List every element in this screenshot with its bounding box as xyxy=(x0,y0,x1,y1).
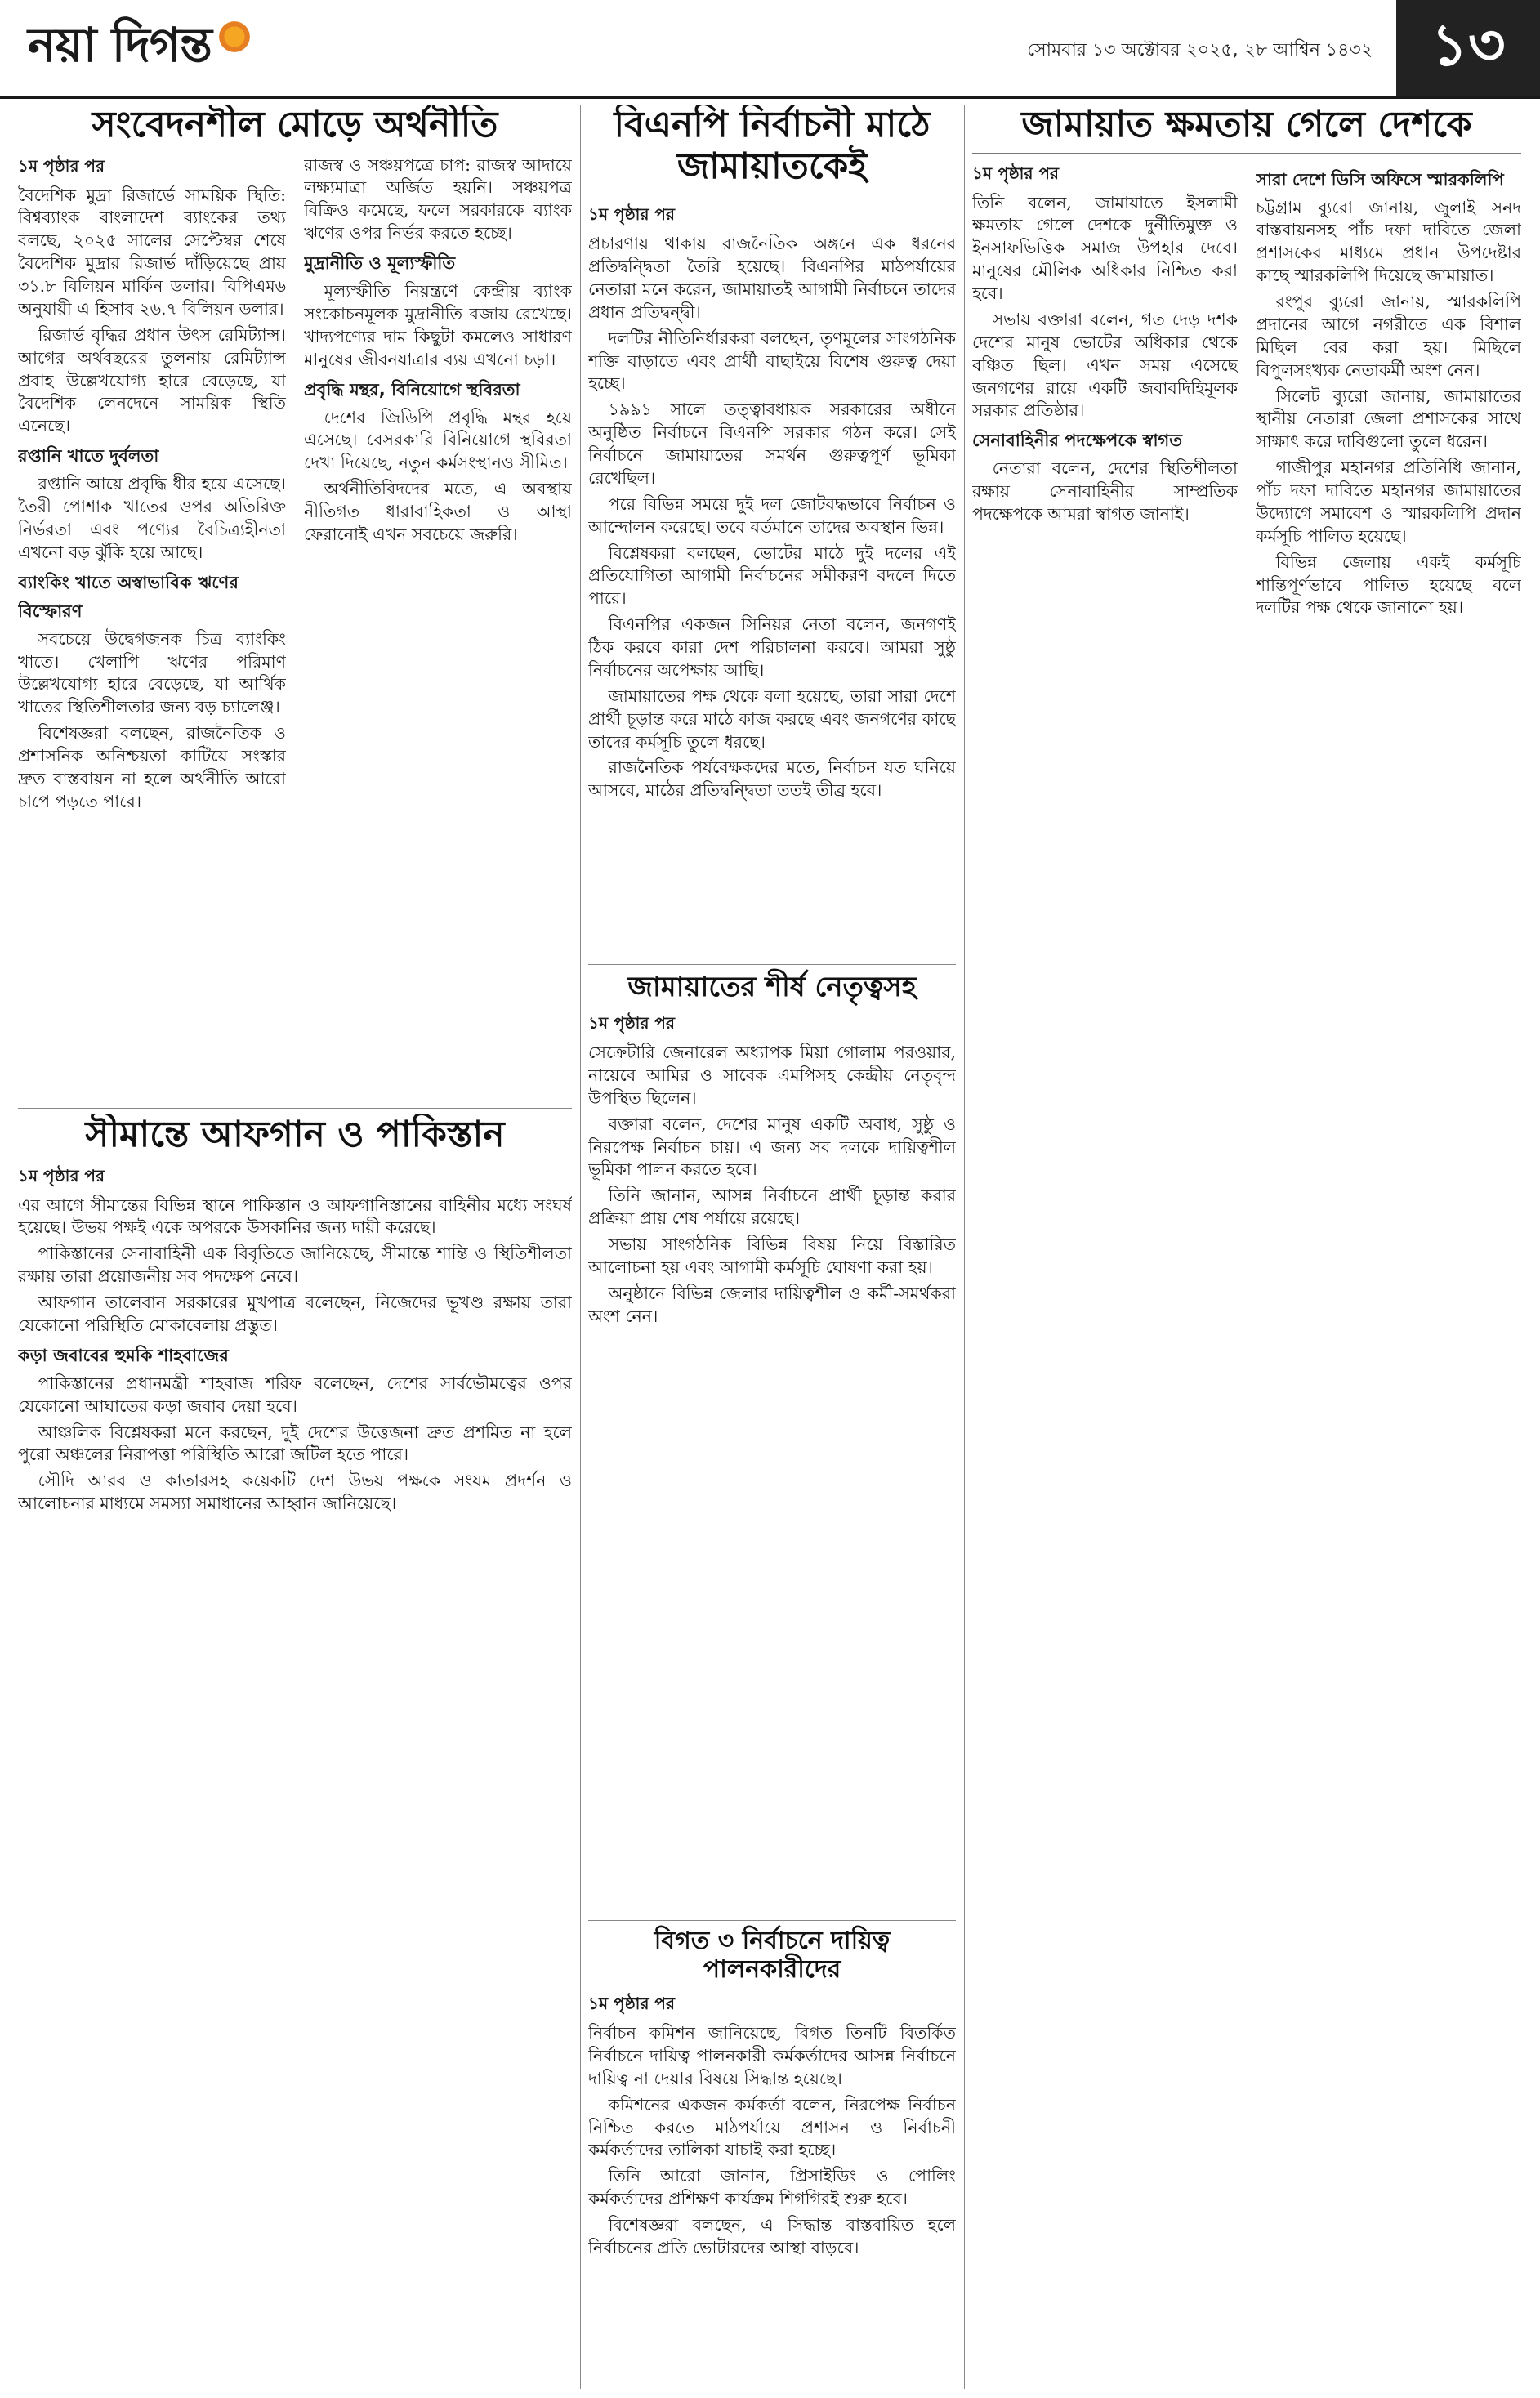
leaders-column xyxy=(588,1011,956,1894)
newspaper-logo xyxy=(28,11,252,85)
subheading: ব্যাংকিং খাতে অস্বাভাবিক ঋণের বিস্ফোরণ xyxy=(18,572,239,621)
jump-label: ১ম পৃষ্ঠার পর xyxy=(588,204,675,225)
economy-column-2 xyxy=(304,154,572,1094)
paragraph: সভায় বক্তারা বলেন, গত দেড় দশক দেশের মানুষ ভোটের অধিকার থেকে বঞ্চিত ছিল। এখন সময় এসেছে জনগণের রায়ে একটি জবাবদিহিমূলক সরকার প্রতিষ্ঠার। xyxy=(972,309,1238,421)
economy-column-1 xyxy=(18,154,286,1094)
paragraph: তিনি বলেন, জামায়াতে ইসলামী ক্ষমতায় গেলে দেশকে দুর্নীতিমুক্ত ও ইনসাফভিত্তিক সমাজ উপহার দেবে। মানুষের মৌলিক অধিকার নিশ্চিত করা হবে। xyxy=(972,192,1238,304)
paragraph: পরে বিভিন্ন সময়ে দুই দল জোটবদ্ধভাবে নির্বাচন ও আন্দোলন করেছে। তবে বর্তমানে তাদের অবস্থান ভিন্ন। xyxy=(588,493,956,537)
paragraph: বিশেষজ্ঞরা বলছেন, রাজনৈতিক ও প্রশাসনিক অনিশ্চয়তা কাটিয়ে সংস্কার দ্রুত বাস্তবায়ন না হলে অর্থনীতি আরো চাপে পড়তে পারে। xyxy=(18,723,286,811)
paragraph: সেক্রেটারি জেনারেল অধ্যাপক মিয়া গোলাম পরওয়ার, নায়েবে আমির ও সাবেক এমপিসহ কেন্দ্রীয় নেতৃবৃন্দ উপস্থিত ছিলেন। xyxy=(588,1043,956,1108)
subheading: প্রবৃদ্ধি মন্থর, বিনিয়োগে স্থবিরতা xyxy=(304,379,520,400)
paragraph: ১৯৯১ সালে তত্ত্বাবধায়ক সরকারের অধীনে অনুষ্ঠিত নির্বাচনে বিএনপি সরকার গঠন করে। সেই নির্বাচনে জামায়াতের সমর্থন গুরুত্বপূর্ণ ভূমিকা রেখেছিল। xyxy=(588,400,956,488)
subheading: রপ্তানি খাতে দুর্বলতা xyxy=(18,446,159,467)
headline-leaders: জামায়াতের শীর্ষ নেতৃত্বসহ xyxy=(627,971,917,1003)
page-number: ১৩ xyxy=(1396,0,1540,96)
paragraph: অর্থনীতিবিদদের মতে, এ অবস্থায় নীতিগত ধারাবাহিকতা ও আস্থা ফেরানোই এখন সবচেয়ে জরুরি। xyxy=(304,479,572,544)
headline-election-duty: বিগত ৩ নির্বাচনে দায়িত্ব পালনকারীদের xyxy=(654,1927,891,1984)
subheading: সারা দেশে ডিসি অফিসে স্মারকলিপি xyxy=(1256,169,1504,190)
paragraph: নেতারা বলেন, দেশের স্থিতিশীলতা রক্ষায় সেনাবাহিনীর সাম্প্রতিক পদক্ষেপকে আমরা স্বাগত জানাই। xyxy=(972,458,1238,525)
paragraph: রাজস্ব ও সঞ্চয়পত্রে চাপ: রাজস্ব আদায়ে লক্ষ্যমাত্রা অর্জিত হয়নি। সঞ্চয়পত্র বিক্রিও কমেছে, ফলে সরকারকে ব্যাংক ঋণের ওপর নির্ভর করতে হচ্ছে। xyxy=(304,154,572,243)
paragraph: বিভিন্ন জেলায় একই কর্মসূচি শান্তিপূর্ণভাবে পালিত হয়েছে বলে দলটির পক্ষ থেকে জানানো হয়। xyxy=(1256,551,1521,618)
paragraph: সৌদি আরব ও কাতারসহ কয়েকটি দেশ উভয় পক্ষকে সংযম প্রদর্শন ও আলোচনার মাধ্যমে সমস্যা সমাধানের আহ্বান জানিয়েছে। xyxy=(18,1471,572,1514)
logo-text: নয়া দিগন্ত xyxy=(28,16,212,73)
paragraph: বিশ্লেষকরা বলছেন, ভোটের মাঠে দুই দলের এই প্রতিযোগিতা আগামী নির্বাচনের সমীকরণ বদলে দিতে পারে। xyxy=(588,543,956,609)
paragraph: মূল্যস্ফীতি নিয়ন্ত্রণে কেন্দ্রীয় ব্যাংক সংকোচনমূলক মুদ্রানীতি বজায় রেখেছে। খাদ্যপণ্যের দাম কিছুটা কমলেও সাধারণ মানুষের জীবনযাত্রার ব্যয় এখনো চড়া। xyxy=(304,281,572,369)
paragraph: রিজার্ভ বৃদ্ধির প্রধান উৎস রেমিট্যান্স। আগের অর্থবছরের তুলনায় রেমিট্যান্স প্রবাহ উল্লেখযোগ্য হারে বেড়েছে, যা বৈদেশিক লেনদেনে সাময়িক স্থিতি এনেছে। xyxy=(18,324,286,436)
paragraph: রপ্তানি আয়ে প্রবৃদ্ধি ধীর হয়ে এসেছে। তৈরী পোশাক খাতের ওপর অতিরিক্ত নির্ভরতা এবং পণ্যের বৈচিত্র্যহীনতা এখনো বড় ঝুঁকি হয়ে আছে। xyxy=(18,474,286,562)
jump-label: ১ম পৃষ্ঠার পর xyxy=(18,155,105,176)
paragraph: জামায়াতের পক্ষ থেকে বলা হয়েছে, তারা সারা দেশে প্রার্থী চূড়ান্ত করে মাঠে কাজ করছে এবং জনগণের কাছে তাদের কর্মসূচি তুলে ধরছে। xyxy=(588,685,956,752)
border-column xyxy=(18,1164,572,2382)
headline-economy: সংবেদনশীল মোড়ে অর্থনীতি xyxy=(92,105,498,145)
article-election-duty xyxy=(588,1920,956,2393)
paragraph: বক্তারা বলেন, দেশের মানুষ একটি অবাধ, সুষ্ঠু ও নিরপেক্ষ নির্বাচন চায়। এ জন্য সব দলকে দায়িত্বশীল ভূমিকা পালন করতে হবে। xyxy=(588,1114,956,1180)
sun-icon xyxy=(216,19,252,55)
paragraph: দেশের জিডিপি প্রবৃদ্ধি মন্থর হয়ে এসেছে। বেসরকারি বিনিয়োগে স্থবিরতা দেখা দিয়েছে, নতুন কর্মসংস্থানও সীমিত। xyxy=(304,407,572,473)
jump-label: ১ম পৃষ্ঠার পর xyxy=(588,1013,675,1034)
paragraph: তিনি আরো জানান, প্রিসাইডিং ও পোলিং কর্মকর্তাদের প্রশিক্ষণ কার্যক্রম শিগগিরই শুরু হবে। xyxy=(588,2166,956,2209)
paragraph: বৈদেশিক মুদ্রা রিজার্ভে সাময়িক স্থিতি: বিশ্বব্যাংক বাংলাদেশ ব্যাংকের তথ্য বলছে, ২০২৫ সালের সেপ্টেম্বর শেষে বৈদেশিক মুদ্রার রিজার্ভ দাঁড়িয়েছে প্রায় ৩১.৮ বিলিয়ন মার্কিন ডলার। বিপিএম৬ অনুযায়ী এ হিসাব ২৬.৭ বিলিয়ন ডলার। xyxy=(18,185,286,319)
jamaat-column-2 xyxy=(1256,162,1521,2368)
headline-bnp: বিএনপি নির্বাচনী মাঠে জামায়াতকেই xyxy=(588,105,956,194)
paragraph: রাজনৈতিক পর্যবেক্ষকদের মতে, নির্বাচন যত ঘনিয়ে আসবে, মাঠের প্রতিদ্বন্দ্বিতা ততই তীব্র হবে। xyxy=(588,757,956,801)
paragraph: সবচেয়ে উদ্বেগজনক চিত্র ব্যাংকিং খাতে। খেলাপি ঋণের পরিমাণ উল্লেখযোগ্য হারে বেড়েছে, যা আর্থিক খাতের স্থিতিশীলতার জন্য বড় চ্যালেঞ্জ। xyxy=(18,628,286,717)
headline-border: সীমান্তে আফগান ও পাকিস্তান xyxy=(85,1114,505,1155)
paragraph: দলটির নীতিনির্ধারকরা বলছেন, তৃণমূলের সাংগঠনিক শক্তি বাড়াতে এবং প্রার্থী বাছাইয়ে বিশেষ গুরুত্ব দেয়া হচ্ছে। xyxy=(588,328,956,394)
subheading: সেনাবাহিনীর পদক্ষেপকে স্বাগত xyxy=(972,431,1183,451)
paragraph: প্রচারণায় থাকায় রাজনৈতিক অঙ্গনে এক ধরনের প্রতিদ্বন্দ্বিতা তৈরি হয়েছে। বিএনপির মাঠপর্যায়ের নেতারা মনে করেন, জামায়াতই আগামী নির্বাচনে তাদের প্রধান প্রতিদ্বন্দ্বী। xyxy=(588,234,956,322)
paragraph: পাকিস্তানের সেনাবাহিনী এক বিবৃতিতে জানিয়েছে, সীমান্তে শান্তি ও স্থিতিশীলতা রক্ষায় তারা প্রয়োজনীয় সব পদক্ষেপ নেবে। xyxy=(18,1244,572,1287)
jump-label: ১ম পৃষ্ঠার পর xyxy=(588,1994,675,2013)
column-rule xyxy=(964,105,965,2389)
headline-jamaat: জামায়াত ক্ষমতায় গেলে দেশকে xyxy=(972,105,1521,154)
paragraph: এর আগে সীমান্তের বিভিন্ন স্থানে পাকিস্তান ও আফগানিস্তানের বাহিনীর মধ্যে সংঘর্ষ হয়েছে। উভয় পক্ষই একে অপরকে উসকানির জন্য দায়ী করেছে। xyxy=(18,1195,572,1238)
article-leaders-main xyxy=(588,964,956,1919)
masthead xyxy=(0,0,1540,99)
paragraph: রংপুর ব্যুরো জানায়, স্মারকলিপি প্রদানের আগে নগরীতে এক বিশাল মিছিল বের করা হয়। মিছিলে বিপুলসংখ্যক নেতাকর্মী অংশ নেন। xyxy=(1256,292,1521,380)
paragraph: আফগান তালেবান সরকারের মুখপাত্র বলেছেন, নিজেদের ভূখণ্ড রক্ষায় তারা যেকোনো পরিস্থিতি মোকাবেলায় প্রস্তুত। xyxy=(18,1293,572,1335)
paragraph: গাজীপুর মহানগর প্রতিনিধি জানান, পাঁচ দফা দাবিতে মহানগর জামায়াতের উদ্যোগে সমাবেশ ও স্মারকলিপি প্রদান কর্মসূচি পালিত হয়েছে। xyxy=(1256,458,1521,546)
paragraph: সিলেট ব্যুরো জানায়, জামায়াতের স্থানীয় নেতারা জেলা প্রশাসকের সাথে সাক্ষাৎ করে দাবিগুলো তুলে ধরেন। xyxy=(1256,386,1521,452)
article-economy xyxy=(18,105,572,1103)
subheading: মুদ্রানীতি ও মূল্যস্ফীতি xyxy=(304,253,456,274)
jamaat-column-1 xyxy=(972,162,1238,2368)
paragraph: কমিশনের একজন কর্মকর্তা বলেন, নিরপেক্ষ নির্বাচন নিশ্চিত করতে মাঠপর্যায়ে প্রশাসন ও নির্বাচনী কর্মকর্তাদের তালিকা যাচাই করা হচ্ছে। xyxy=(588,2094,956,2160)
article-border xyxy=(18,1114,572,2389)
jump-label: ১ম পৃষ্ঠার পর xyxy=(18,1165,105,1186)
paragraph: সভায় সাংগঠনিক বিভিন্ন বিষয় নিয়ে বিস্তারিত আলোচনা হয় এবং আগামী কর্মসূচি ঘোষণা করা হয়। xyxy=(588,1235,956,1277)
paragraph: অনুষ্ঠানে বিভিন্ন জেলার দায়িত্বশীল ও কর্মী-সমর্থকরা অংশ নেন। xyxy=(588,1283,956,1326)
article-jamaat xyxy=(972,105,1521,2384)
paragraph: পাকিস্তানের প্রধানমন্ত্রী শাহবাজ শরিফ বলেছেন, দেশের সার্বভৌমত্বের ওপর যেকোনো আঘাতের কড়া জবাব দেয়া হবে। xyxy=(18,1373,572,1416)
subheading: কড়া জবাবের হুমকি শাহবাজের xyxy=(18,1345,229,1365)
column-rule xyxy=(580,105,581,2389)
paragraph: নির্বাচন কমিশন জানিয়েছে, বিগত তিনটি বিতর্কিত নির্বাচনে দায়িত্ব পালনকারী কর্মকর্তাদের আসন্ন নির্বাচনে দায়িত্ব না দেয়ার বিষয়ে সিদ্ধান্ত হয়েছে। xyxy=(588,2023,956,2088)
paragraph: তিনি জানান, আসন্ন নির্বাচনে প্রার্থী চূড়ান্ত করার প্রক্রিয়া প্রায় শেষ পর্যায়ে রয়েছে। xyxy=(588,1186,956,1229)
paragraph: বিশেষজ্ঞরা বলছেন, এ সিদ্ধান্ত বাস্তবায়িত হলে নির্বাচনের প্রতি ভোটারদের আস্থা বাড়বে। xyxy=(588,2215,956,2257)
paragraph: আঞ্চলিক বিশ্লেষকরা মনে করছেন, দুই দেশের উত্তেজনা দ্রুত প্রশমিত না হলে পুরো অঞ্চলের নিরাপত্তা পরিস্থিতি আরো জটিল হতে পারে। xyxy=(18,1422,572,1465)
dateline: সোমবার ১৩ অক্টোবর ২০২৫, ২৮ আশ্বিন ১৪৩২ xyxy=(1027,40,1373,60)
election-duty-column xyxy=(588,1992,956,2393)
divider xyxy=(18,1108,572,1109)
paragraph: বিএনপির একজন সিনিয়র নেতা বলেন, জনগণই ঠিক করবে কারা দেশ পরিচালনা করবে। আমরা সুষ্ঠু নির্বাচনের অপেক্ষায় আছি। xyxy=(588,614,956,680)
jump-label: ১ম পৃষ্ঠার পর xyxy=(972,163,1059,183)
paragraph: চট্টগ্রাম ব্যুরো জানায়, জুলাই সনদ বাস্তবায়নসহ পাঁচ দফা দাবিতে জেলা প্রশাসকের মাধ্যমে প্রধান উপদেষ্টার কাছে স্মারকলিপি দিয়েছে জামায়াত। xyxy=(1256,197,1521,286)
